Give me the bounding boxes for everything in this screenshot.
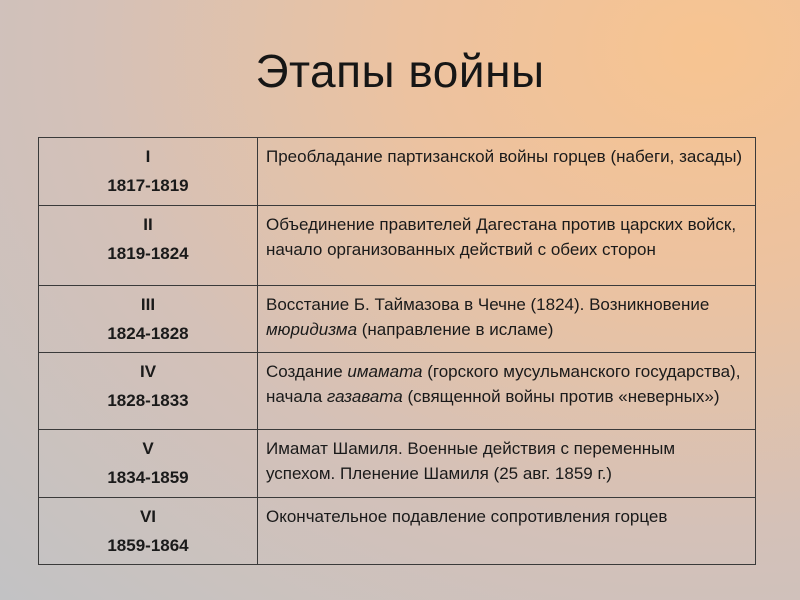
- table-row: [39, 430, 756, 498]
- stage-years: 1834-1859: [107, 468, 189, 487]
- stage-years: 1817-1819: [107, 176, 189, 195]
- description-text: Окончательное подавление сопротивления горцев: [266, 507, 668, 526]
- stage-cell: [39, 353, 258, 430]
- stage-description: [258, 138, 756, 206]
- description-text: (священной войны против «неверных»): [402, 387, 720, 406]
- description-text: (направление в исламе): [357, 320, 554, 339]
- description-text: Создание: [266, 362, 348, 381]
- stage-number: III: [140, 295, 156, 314]
- stages-table: [38, 137, 756, 565]
- stage-years: 1824-1828: [107, 324, 189, 343]
- stage-years: 1859-1864: [107, 536, 189, 555]
- description-text: Имамат Шамиля. Военные действия с переменным успехом. Пленение Шамиля (25 авг. 1859 г.): [266, 439, 676, 483]
- stage-description: [258, 353, 756, 430]
- stage-number: II: [143, 215, 153, 234]
- description-text: (горского мусульманского государства), начала: [266, 362, 741, 406]
- stage-description: [258, 430, 756, 498]
- stage-years: 1819-1824: [107, 244, 189, 263]
- stage-description: [258, 286, 756, 353]
- table-row: [39, 206, 756, 286]
- slide-title: Этапы войны: [255, 45, 545, 97]
- table-row: [39, 353, 756, 430]
- stage-description: [258, 206, 756, 286]
- description-text: Объединение правителей Дагестана против царских войск, начало организованных действий с обеих сторон: [266, 215, 737, 259]
- table-row: [39, 138, 756, 206]
- stage-number: I: [145, 147, 151, 166]
- stage-cell: [39, 138, 258, 206]
- stage-number: V: [142, 439, 154, 458]
- stage-description: [258, 498, 756, 565]
- table-row: [39, 498, 756, 565]
- stage-cell: [39, 286, 258, 353]
- emphasized-term: газавата: [326, 387, 403, 406]
- emphasized-term: имамата: [347, 362, 423, 381]
- stage-number: VI: [139, 507, 157, 526]
- stage-number: IV: [139, 362, 157, 381]
- description-text: Восстание Б. Таймазова в Чечне (1824). Возникновение: [266, 295, 710, 314]
- description-text: Преобладание партизанской войны горцев (набеги, засады): [266, 147, 743, 166]
- table-row: [39, 286, 756, 353]
- stage-years: 1828-1833: [107, 391, 189, 410]
- stage-cell: [39, 206, 258, 286]
- stage-cell: [39, 498, 258, 565]
- stage-cell: [39, 430, 258, 498]
- emphasized-term: мюридизма: [266, 320, 358, 339]
